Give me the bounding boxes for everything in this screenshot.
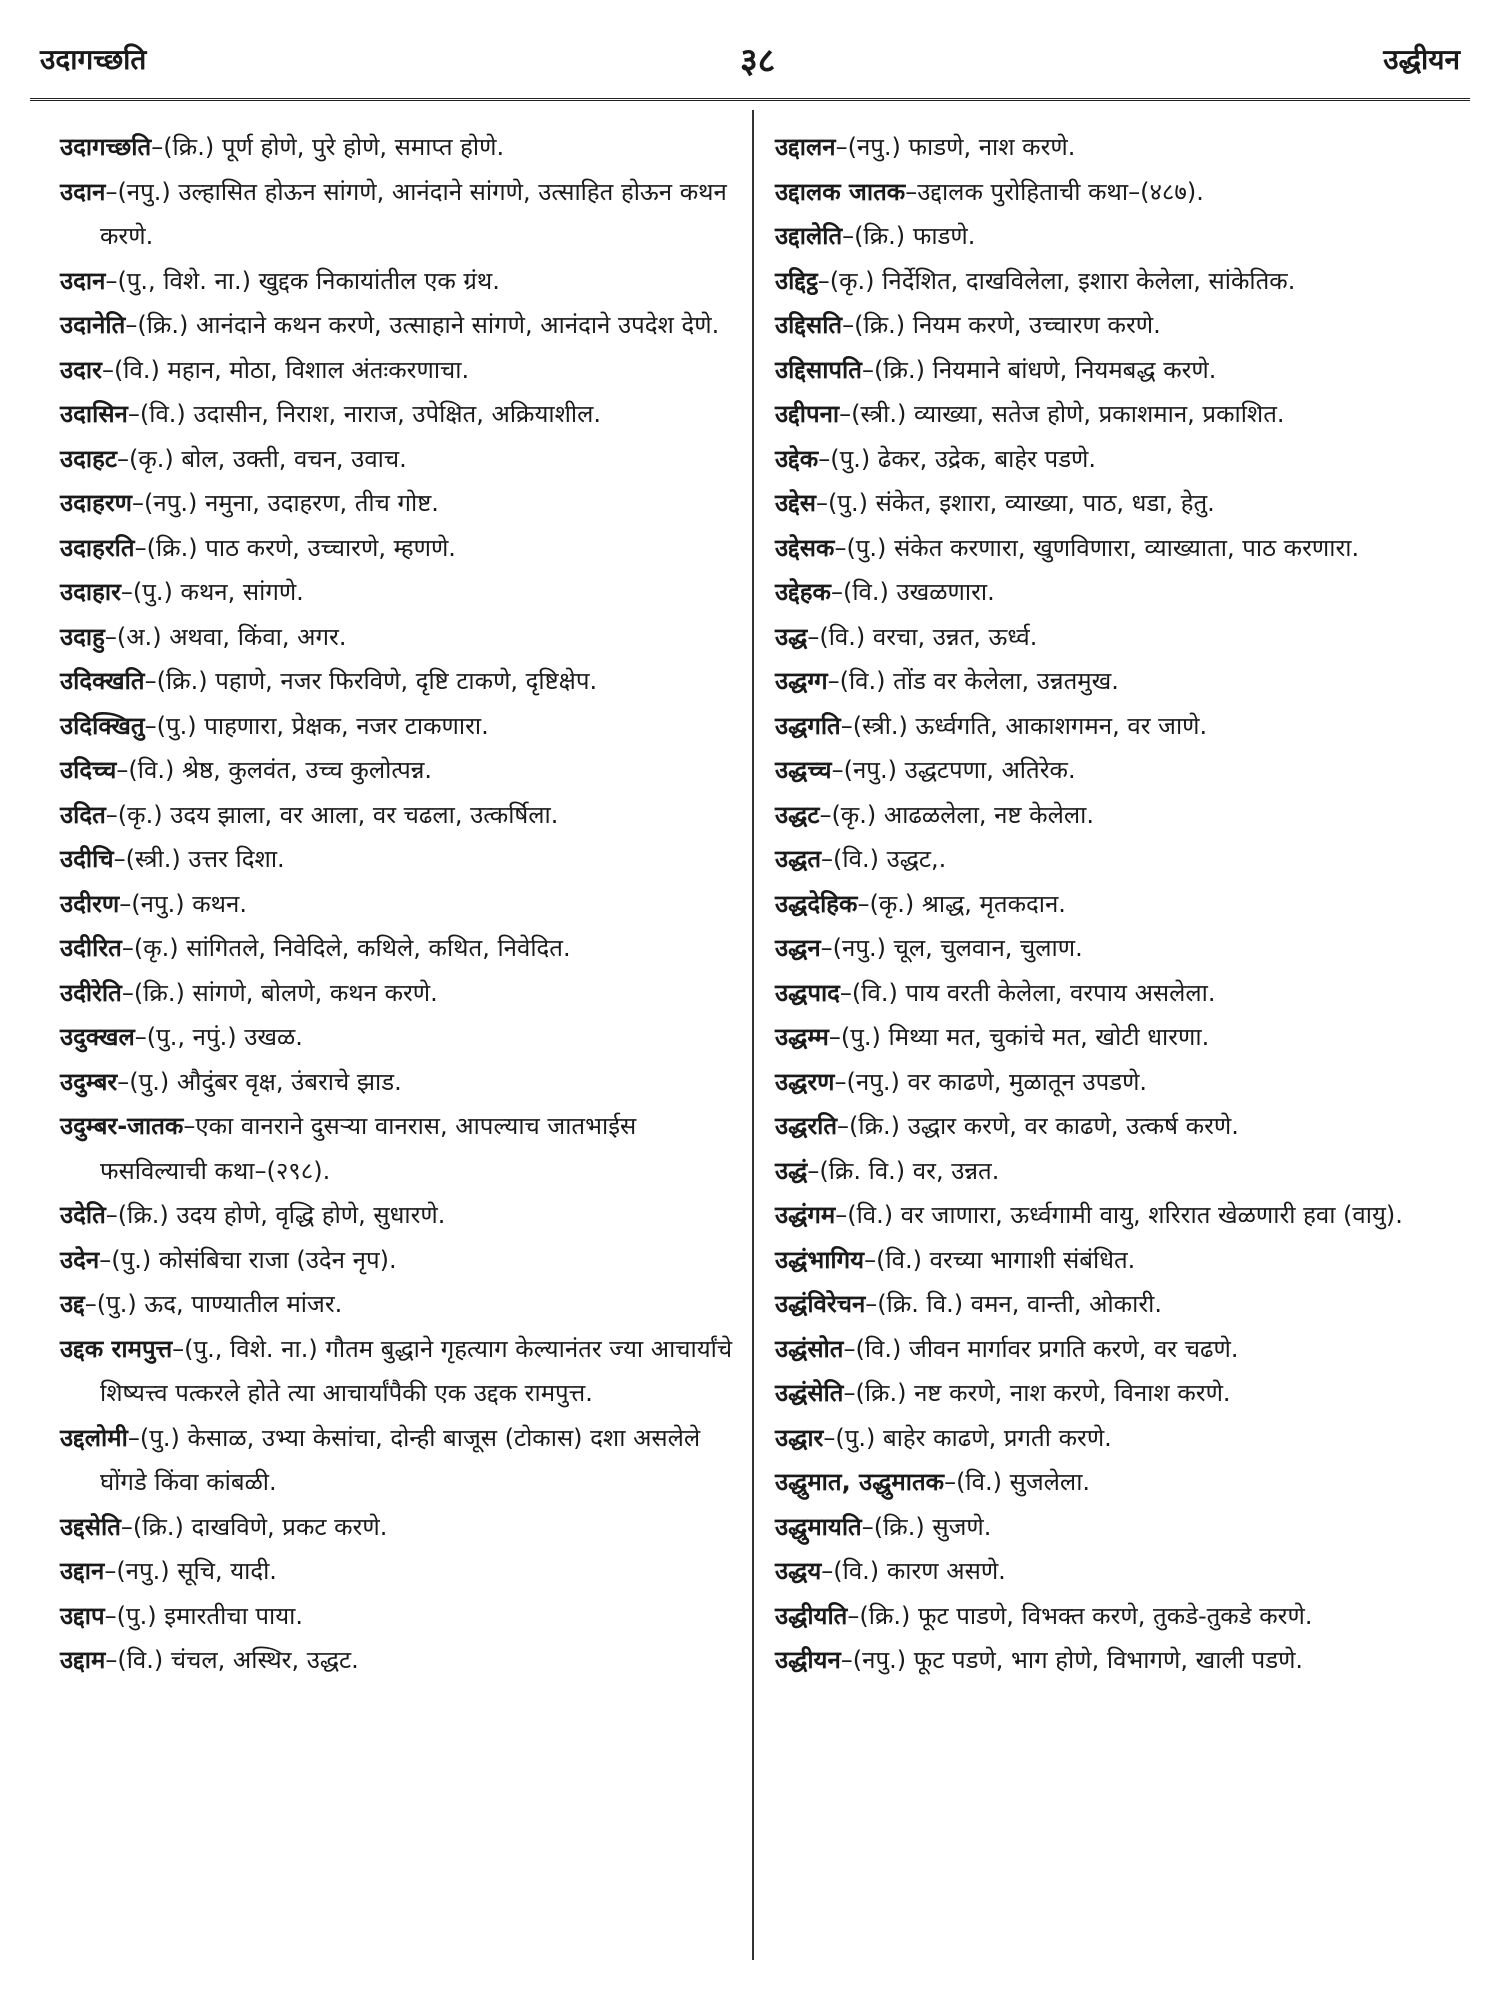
definition: सांगितले, निवेदिले, कथिले, कथित, निवेदित.: [186, 934, 571, 962]
headword: उद्धगति: [775, 711, 841, 740]
dictionary-entry: उद्धीयन–(नपु.) फूट पडणे, भाग होणे, विभागणे, खाली पडणे.: [775, 1646, 1304, 1674]
definition: सुजणे.: [932, 1512, 992, 1541]
definition: महान, मोठा, विशाल अंतःकरणाचा.: [167, 355, 470, 384]
headword: उदासिन: [60, 400, 128, 428]
definition: कोसंबिचा राजा (उदेन नृप).: [158, 1245, 397, 1274]
dictionary-entry: उदेन–(पु.) कोसंबिचा राजा (उदेन नृप).: [60, 1245, 397, 1274]
headword: उद्ध: [775, 622, 808, 651]
column-divider: [752, 110, 754, 1960]
dictionary-entry: उदाहट–(कृ.) बोल, उक्ती, वचन, उवाच.: [60, 444, 407, 473]
headword: उद्धंगम: [775, 1201, 836, 1229]
definition: चंचल, अस्थिर, उद्धट.: [170, 1646, 359, 1674]
part-of-speech: (कृ.): [117, 800, 163, 829]
dictionary-entry: उदेति–(क्रि.) उदय होणे, वृद्धि होणे, सुधारणे.: [60, 1201, 446, 1229]
definition: चूल, चुलवान, चुलाण.: [893, 934, 1083, 962]
dictionary-entry: उद्दाम–(वि.) चंचल, अस्थिर, उद्धट.: [60, 1646, 359, 1674]
dictionary-entry: उद्धरण–(नपु.) वर काढणे, मुळातून उपडणे.: [775, 1067, 1148, 1096]
headword: उदीरित: [60, 934, 122, 962]
definition: उदय होणे, वृद्धि होणे, सुधारणे.: [176, 1201, 446, 1229]
definition: फाडणे.: [912, 222, 976, 250]
part-of-speech: (क्रि.): [873, 1512, 925, 1541]
headword: उद्दलोमी: [60, 1423, 128, 1452]
headword: उद्धरति: [775, 1112, 838, 1140]
headword: उद्धय: [775, 1557, 822, 1585]
part-of-speech: (वि.): [842, 578, 889, 606]
headword: उदिक्खति: [60, 667, 145, 695]
part-of-speech: (स्त्री.): [852, 711, 908, 740]
definition: अथवा, किंवा, अगर.: [169, 622, 347, 651]
part-of-speech: (पु.): [835, 1423, 876, 1452]
definition: उद्धटपणा, अतिरेक.: [904, 756, 1076, 784]
dictionary-entry: उद्देक–(पु.) ढेकर, उद्रेक, बाहेर पडणे.: [775, 444, 1097, 473]
part-of-speech: (क्रि.): [855, 1379, 907, 1407]
part-of-speech: (वि.): [956, 1468, 1002, 1496]
definition: उखळणारा.: [896, 578, 995, 606]
dictionary-entry: उद्धंसेति–(क्रि.) नष्ट करणे, नाश करणे, विनाश करणे.: [775, 1379, 1231, 1407]
definition: ऊर्ध्वगति, आकाशगमन, वर जाणे.: [915, 711, 1208, 740]
definition: केसाळ, उभ्या केसांचा, दोन्ही बाजूस (टोकास) दशा असलेले घोंगडे किंवा कांबळी.: [100, 1423, 701, 1496]
part-of-speech: (पु.): [828, 489, 868, 517]
part-of-speech: (पु., नपुं.): [146, 1023, 237, 1051]
definition: सुजलेला.: [1009, 1468, 1091, 1496]
dictionary-entry: उद्धगति–(स्त्री.) ऊर्ध्वगति, आकाशगमन, वर जाणे.: [775, 711, 1208, 740]
dictionary-entry: उद्दालक जातक–उद्दालक पुरोहिताची कथा–(४८७).: [775, 177, 1204, 206]
part-of-speech: (कृ.): [829, 266, 875, 295]
dictionary-entry: उद्दिट्ठ–(कृ.) निर्देशित, दाखविलेला, इशारा केलेला, सांकेतिक.: [775, 266, 1296, 295]
headword: उद्दालेति: [775, 222, 843, 250]
part-of-speech: (नपु.): [144, 489, 198, 517]
definition: वर जाणारा, ऊर्ध्वगामी वायु, शरिरात खेळणारी हवा (वायु).: [900, 1201, 1403, 1229]
headword: उद्दालक जातक: [775, 177, 906, 206]
definition: निर्देशित, दाखविलेला, इशारा केलेला, सांकेतिक.: [882, 266, 1296, 295]
definition: नमुना, उदाहरण, तीच गोष्ट.: [204, 489, 439, 517]
part-of-speech: (कृ.): [831, 800, 877, 829]
dictionary-entry: उदीचि–(स्त्री.) उत्तर दिशा.: [60, 845, 285, 873]
dictionary-entry: उद्धय–(वि.) कारण असणे.: [775, 1557, 1006, 1585]
definition: ऊद, पाण्यातील मांजर.: [144, 1290, 343, 1318]
headword: उदागच्छति: [60, 133, 152, 161]
part-of-speech: (पु.): [111, 1245, 152, 1274]
part-of-speech: (वि.): [139, 400, 186, 428]
headword: उदाहार: [60, 578, 121, 606]
part-of-speech: (नपु.): [116, 1557, 170, 1585]
headword: उद्धट: [775, 800, 820, 829]
dictionary-entry: उद्धदेहिक–(कृ.) श्राद्ध, मृतकदान.: [775, 889, 1066, 918]
part-of-speech: (क्रि.): [117, 1201, 169, 1229]
part-of-speech: (वि.): [876, 1245, 922, 1274]
headword: उदानेति: [60, 311, 126, 339]
dictionary-entry: उद्धत–(वि.) उद्धट,.: [775, 845, 947, 873]
headword: उद्धदेहिक: [775, 889, 858, 918]
headword: उद्धार: [775, 1423, 824, 1452]
headword: उद्धपाद: [775, 978, 840, 1007]
definition: वरच्या भागाशी संबंधित.: [929, 1245, 1136, 1274]
headword: उदीरेति: [60, 978, 122, 1007]
dictionary-entry: उदीरेति–(क्रि.) सांगणे, बोलणे, कथन करणे.: [60, 978, 438, 1007]
headword: उदुक्खल: [60, 1023, 135, 1051]
definition: आनंदाने कथन करणे, उत्साहाने सांगणे, आनंदाने उपदेश देणे.: [195, 311, 720, 339]
part-of-speech: (नपु.): [847, 133, 901, 161]
definition: कारण असणे.: [886, 1557, 1006, 1585]
dictionary-entry: उद्धच्च–(नपु.) उद्धटपणा, अतिरेक.: [775, 756, 1076, 784]
part-of-speech: (वि.): [113, 355, 160, 384]
definition: ढेकर, उद्रेक, बाहेर पडणे.: [877, 444, 1097, 473]
dictionary-entry: उद्धन–(नपु.) चूल, चुलवान, चुलाण.: [775, 934, 1083, 962]
headword: उदिक्खितु: [60, 711, 145, 740]
dictionary-entry: उदानेति–(क्रि.) आनंदाने कथन करणे, उत्साहाने सांगणे, आनंदाने उपदेश देणे.: [60, 311, 720, 339]
definition: औदुंबर वृक्ष, उंबराचे झाड.: [176, 1067, 402, 1096]
part-of-speech: (अ.): [116, 622, 162, 651]
dictionary-entry: उदुम्बर–(पु.) औदुंबर वृक्ष, उंबराचे झाड.: [60, 1067, 402, 1096]
dictionary-entry: उद्धं–(क्रि. वि.) वर, उन्नत.: [775, 1156, 1000, 1185]
headword: उदेति: [60, 1201, 106, 1229]
part-of-speech: (वि.): [839, 667, 886, 695]
definition: वर काढणे, मुळातून उपडणे.: [907, 1067, 1148, 1096]
part-of-speech: (क्रि.): [156, 667, 208, 695]
part-of-speech: (पु.): [830, 444, 871, 473]
definition: पूर्ण होणे, पुरे होणे, समाप्त होणे.: [221, 133, 505, 161]
left-column: [60, 125, 750, 1683]
dictionary-entry: उदार–(वि.) महान, मोठा, विशाल अंतःकरणाचा.: [60, 355, 470, 384]
definition: बोल, उक्ती, वचन, उवाच.: [181, 444, 407, 473]
definition: फूट पाडणे, विभक्त करणे, तुकडे-तुकडे करणे.: [918, 1601, 1313, 1630]
definition: पाय वरती केलेला, वरपाय असलेला.: [905, 978, 1216, 1007]
part-of-speech: (नपु.): [852, 1646, 907, 1674]
headword: उद्दिट्ठ: [775, 266, 818, 295]
dictionary-entry: उद्द–(पु.) ऊद, पाण्यातील मांजर.: [60, 1290, 343, 1318]
definition: फूट पडणे, भाग होणे, विभागणे, खाली पडणे.: [913, 1646, 1304, 1674]
definition: एका वानराने दुसऱ्या वानरास, आपल्याच जातभाईस फसविल्याची कथा–(२९८).: [100, 1112, 637, 1185]
headword: उद्धीयन: [775, 1646, 841, 1674]
headword: उदिच्च: [60, 756, 117, 784]
definition: पहाणे, नजर फिरविणे, दृष्टि टाकणे, दृष्टिक्षेप.: [215, 667, 598, 695]
part-of-speech: (वि.): [851, 978, 898, 1007]
headword: उदार: [60, 355, 102, 384]
headword: उद्धीयति: [775, 1601, 848, 1630]
dictionary-entry: उद्धार–(पु.) बाहेर काढणे, प्रगती करणे.: [775, 1423, 1112, 1452]
dictionary-entry: उदुक्खल–(पु., नपुं.) उखळ.: [60, 1023, 303, 1051]
part-of-speech: (कृ.): [869, 889, 915, 918]
headword: उद्दाप: [60, 1601, 105, 1630]
headword: उद्दिसति: [775, 311, 843, 339]
page-number: ३८: [740, 41, 776, 81]
definition: उद्धार करणे, वर काढणे, उत्कर्ष करणे.: [907, 1112, 1239, 1140]
dictionary-entry: उद्धीयति–(क्रि.) फूट पाडणे, विभक्त करणे, तुकडे-तुकडे करणे.: [775, 1601, 1313, 1630]
dictionary-entry: उदित–(कृ.) उदय झाला, वर आला, वर चढला, उत्कर्षिला.: [60, 800, 559, 829]
dictionary-entry: उद्धरति–(क्रि.) उद्धार करणे, वर काढणे, उत्कर्ष करणे.: [775, 1112, 1239, 1140]
part-of-speech: (पु.): [840, 1023, 881, 1051]
dictionary-entry: उद्धंसोत–(वि.) जीवन मार्गावर प्रगति करणे, वर चढणे.: [775, 1334, 1239, 1363]
dictionary-entry: उद्धंभागिय–(वि.) वरच्या भागाशी संबंधित.: [775, 1245, 1136, 1274]
part-of-speech: (नपु.): [843, 756, 897, 784]
part-of-speech: (क्रि. वि.): [819, 1156, 906, 1185]
dictionary-entry: उद्ध–(वि.) वरचा, उन्नत, ऊर्ध्व.: [775, 622, 1038, 651]
dictionary-entry: उद्दाप–(पु.) इमारतीचा पाया.: [60, 1601, 304, 1630]
dictionary-entry: उदुम्बर-जातक–एका वानराने दुसऱ्या वानरास, आपल्याच जातभाईस फसविल्याची कथा–(२९८).: [60, 1112, 637, 1185]
part-of-speech: (पु.): [96, 1290, 137, 1318]
part-of-speech: (पु.): [116, 1601, 157, 1630]
definition: श्रेष्ठ, कुलवंत, उच्च कुलोत्पन्न.: [181, 756, 433, 784]
dictionary-entry: उदिच्च–(वि.) श्रेष्ठ, कुलवंत, उच्च कुलोत्पन्न.: [60, 756, 433, 784]
definition: मिथ्या मत, चुकांचे मत, खोटी धारणा.: [888, 1023, 1210, 1051]
headword: उदान: [60, 177, 106, 206]
headword: उद्धं: [775, 1156, 808, 1185]
headword: उदाहरति: [60, 533, 135, 562]
dictionary-entry: उद्धंगम–(वि.) वर जाणारा, ऊर्ध्वगामी वायु, शरिरात खेळणारी हवा (वायु).: [775, 1201, 1403, 1229]
dictionary-entry: उद्धपाद–(वि.) पाय वरती केलेला, वरपाय असलेला.: [775, 978, 1216, 1007]
part-of-speech: (वि.): [833, 845, 879, 873]
part-of-speech: (पु., विशे. ना.): [117, 266, 251, 295]
definition: पाठ करणे, उच्चारणे, म्हणणे.: [205, 533, 456, 562]
headword: उदेन: [60, 1245, 100, 1274]
part-of-speech: (नपु.): [832, 934, 886, 962]
headword: उद्दसेति: [60, 1512, 121, 1541]
dictionary-entry: उदान–(पु., विशे. ना.) खुद्दक निकायांतील एक ग्रंथ.: [60, 266, 500, 295]
dictionary-entry: उद्धुमायति–(क्रि.) सुजणे.: [775, 1512, 992, 1541]
part-of-speech: (वि.): [847, 1201, 894, 1229]
headword: उद्दालन: [775, 133, 836, 161]
dictionary-entry: उदाहु–(अ.) अथवा, किंवा, अगर.: [60, 622, 347, 651]
definition: पाहणारा, प्रेक्षक, नजर टाकणारा.: [204, 711, 489, 740]
dictionary-entry: उदीरित–(कृ.) सांगितले, निवेदिले, कथिले, कथित, निवेदित.: [60, 934, 571, 962]
headword: उद्धंसोत: [775, 1334, 844, 1363]
headword: उद्धंभागिय: [775, 1245, 865, 1274]
part-of-speech: (क्रि.): [133, 978, 185, 1007]
part-of-speech: (पु.): [129, 1067, 170, 1096]
part-of-speech: (पु.): [132, 578, 173, 606]
part-of-speech: (क्रि.): [873, 355, 925, 384]
headword: उद्द: [60, 1290, 85, 1318]
definition: गौतम बुद्धाने गृहत्याग केल्यानंतर ज्या आचार्यांचे शिष्यत्त्व पत्करले होते त्या आचार्यांपैकी एक उद्दक रामपुत्त.: [100, 1334, 733, 1407]
headword: उद्दिसापति: [775, 355, 862, 384]
dictionary-entry: उदिक्खितु–(पु.) पाहणारा, प्रेक्षक, नजर टाकणारा.: [60, 711, 489, 740]
definition: बाहेर काढणे, प्रगती करणे.: [883, 1423, 1112, 1452]
dictionary-entry: उद्दलोमी–(पु.) केसाळ, उभ्या केसांचा, दोन्ही बाजूस (टोकास) दशा असलेले घोंगडे किंवा कांबळी.: [60, 1423, 701, 1496]
definition: वमन, वान्ती, ओकारी.: [970, 1290, 1162, 1318]
dictionary-entry: उदागच्छति–(क्रि.) पूर्ण होणे, पुरे होणे, समाप्त होणे.: [60, 133, 505, 161]
definition: उत्तर दिशा.: [188, 845, 285, 873]
dictionary-entry: उदाहार–(पु.) कथन, सांगणे.: [60, 578, 304, 606]
definition: उदय झाला, वर आला, वर चढला, उत्कर्षिला.: [170, 800, 559, 829]
part-of-speech: (क्रि.): [854, 311, 906, 339]
dictionary-entry: उद्धट–(कृ.) आढळलेला, नष्ट केलेला.: [775, 800, 1094, 829]
headword: उद्धन: [775, 934, 821, 962]
part-of-speech: (वि.): [128, 756, 175, 784]
headword: उद्धग्ग: [775, 667, 828, 695]
headword: उद्धरण: [775, 1067, 835, 1096]
definition: उद्धट,.: [886, 845, 947, 873]
definition: उद्दालक पुरोहिताची कथा–(४८७).: [917, 177, 1204, 206]
dictionary-entry: उद्दसेति–(क्रि.) दाखविणे, प्रकट करणे.: [60, 1512, 388, 1541]
dictionary-entry: उद्दिसापति–(क्रि.) नियमाने बांधणे, नियमबद्ध करणे.: [775, 355, 1217, 384]
headword: उदीचि: [60, 845, 114, 873]
part-of-speech: (वि.): [117, 1646, 164, 1674]
part-of-speech: (स्त्री.): [125, 845, 181, 873]
dictionary-entry: उद्दालन–(नपु.) फाडणे, नाश करणे.: [775, 133, 1076, 161]
headword: उद्धच्च: [775, 756, 832, 784]
left-guide-word: उदागच्छति: [40, 43, 147, 76]
dictionary-entry: उदान–(नपु.) उल्हासित होऊन सांगणे, आनंदाने सांगणे, उत्साहित होऊन कथन करणे.: [60, 177, 727, 250]
headword: उद्धुमायति: [775, 1512, 862, 1541]
headword: उद्धम्म: [775, 1023, 829, 1051]
definition: जीवन मार्गावर प्रगति करणे, वर चढणे.: [909, 1334, 1239, 1363]
definition: वरचा, उन्नत, ऊर्ध्व.: [872, 622, 1038, 651]
definition: उल्हासित होऊन सांगणे, आनंदाने सांगणे, उत्साहित होऊन कथन करणे.: [100, 177, 727, 250]
part-of-speech: (पु.): [156, 711, 197, 740]
headword: उदुम्बर: [60, 1067, 118, 1096]
part-of-speech: (क्रि.): [163, 133, 215, 161]
definition: उखळ.: [244, 1023, 303, 1051]
part-of-speech: (पु.): [139, 1423, 180, 1452]
right-guide-word: उद्धीयन: [1383, 43, 1460, 76]
dictionary-entry: उद्धंविरेचन–(क्रि. वि.) वमन, वान्ती, ओकारी.: [775, 1290, 1162, 1318]
headword: उद्धंविरेचन: [775, 1290, 866, 1318]
dictionary-entry: उद्धग्ग–(वि.) तोंड वर केलेला, उन्नतमुख.: [775, 667, 1119, 695]
headword: उद्देक: [775, 444, 819, 473]
headword: उदुम्बर-जातक: [60, 1112, 184, 1140]
definition: संकेत करणारा, खुणविणारा, व्याख्याता, पाठ करणारा.: [894, 533, 1360, 562]
dictionary-entry: उदासिन–(वि.) उदासीन, निराश, नाराज, उपेक्षित, अक्रियाशील.: [60, 400, 602, 428]
dictionary-entry: उद्देसक–(पु.) संकेत करणारा, खुणविणारा, व्याख्याता, पाठ करणारा.: [775, 533, 1360, 562]
definition: खुद्दक निकायांतील एक ग्रंथ.: [258, 266, 500, 295]
dictionary-entry: उद्धुमात, उद्धुमातक–(वि.) सुजलेला.: [775, 1468, 1091, 1496]
definition: व्याख्या, सतेज होणे, प्रकाशमान, प्रकाशित.: [913, 400, 1285, 428]
definition: सूचि, यादी.: [177, 1557, 277, 1585]
headword: उद्दाम: [60, 1646, 106, 1674]
part-of-speech: (क्रि.): [854, 222, 906, 250]
headword: उद्दक रामपुत्त: [60, 1334, 173, 1363]
definition: दाखविणे, प्रकट करणे.: [191, 1512, 388, 1541]
header-rule: [30, 98, 1470, 101]
part-of-speech: (नपु.): [131, 889, 185, 918]
running-head: [40, 40, 1460, 90]
part-of-speech: (क्रि.): [146, 533, 198, 562]
dictionary-entry: उद्दिसति–(क्रि.) नियम करणे, उच्चारण करणे.: [775, 311, 1161, 339]
definition: नष्ट करणे, नाश करणे, विनाश करणे.: [914, 1379, 1231, 1407]
definition: तोंड वर केलेला, उन्नतमुख.: [893, 667, 1119, 695]
dictionary-entry: उद्दीपना–(स्त्री.) व्याख्या, सतेज होणे, प्रकाशमान, प्रकाशित.: [775, 400, 1285, 428]
part-of-speech: (नपु.): [117, 177, 171, 206]
headword: उद्देस: [775, 489, 816, 517]
headword: उद्देहक: [775, 578, 831, 606]
part-of-speech: (नपु.): [846, 1067, 900, 1096]
right-column: [775, 125, 1465, 1683]
headword: उद्धुमात, उद्धुमातक: [775, 1468, 945, 1496]
dictionary-entry: उदिक्खति–(क्रि.) पहाणे, नजर फिरविणे, दृष्टि टाकणे, दृष्टिक्षेप.: [60, 667, 598, 695]
definition: कथन.: [192, 889, 247, 918]
headword: उदान: [60, 266, 106, 295]
definition: वर, उन्नत.: [912, 1156, 1000, 1185]
headword: उदित: [60, 800, 106, 829]
dictionary-entry: उदाहरति–(क्रि.) पाठ करणे, उच्चारणे, म्हणणे.: [60, 533, 456, 562]
part-of-speech: (क्रि.): [859, 1601, 911, 1630]
headword: उद्धत: [775, 845, 822, 873]
dictionary-entry: उद्दालेति–(क्रि.) फाडणे.: [775, 222, 976, 250]
part-of-speech: (क्रि.): [849, 1112, 901, 1140]
dictionary-entry: उद्दक रामपुत्त–(पु., विशे. ना.) गौतम बुद्धाने गृहत्याग केल्यानंतर ज्या आचार्यांचे शिष्यत्त्व पत्करले होते त्या आचार्यांपैकी एक उद्दक रामपुत्त.: [60, 1334, 733, 1407]
part-of-speech: (कृ.): [128, 444, 174, 473]
headword: उद्दान: [60, 1557, 105, 1585]
part-of-speech: (क्रि.): [137, 311, 189, 339]
definition: नियमाने बांधणे, नियमबद्ध करणे.: [932, 355, 1217, 384]
part-of-speech: (वि.): [819, 622, 866, 651]
definition: नियम करणे, उच्चारण करणे.: [912, 311, 1161, 339]
headword: उद्देसक: [775, 533, 835, 562]
part-of-speech: (क्रि. वि.): [877, 1290, 964, 1318]
dictionary-entry: उदाहरण–(नपु.) नमुना, उदाहरण, तीच गोष्ट.: [60, 489, 439, 517]
headword: उदीरण: [60, 889, 120, 918]
headword: उद्दीपना: [775, 400, 840, 428]
definition: इमारतीचा पाया.: [164, 1601, 304, 1630]
headword: उदाहु: [60, 622, 105, 651]
dictionary-entry: उद्देहक–(वि.) उखळणारा.: [775, 578, 995, 606]
headword: उदाहट: [60, 444, 117, 473]
dictionary-entry: उद्देस–(पु.) संकेत, इशारा, व्याख्या, पाठ, धडा, हेतु.: [775, 489, 1215, 517]
part-of-speech: (क्रि.): [132, 1512, 184, 1541]
definition: उदासीन, निराश, नाराज, उपेक्षित, अक्रियाशील.: [193, 400, 602, 428]
part-of-speech: (पु.): [846, 533, 887, 562]
part-of-speech: (वि.): [833, 1557, 880, 1585]
definition: सांगणे, बोलणे, कथन करणे.: [192, 978, 438, 1007]
part-of-speech: (स्त्री.): [851, 400, 907, 428]
headword: उद्धंसेति: [775, 1379, 844, 1407]
definition: कथन, सांगणे.: [180, 578, 304, 606]
dictionary-entry: उद्धम्म–(पु.) मिथ्या मत, चुकांचे मत, खोटी धारणा.: [775, 1023, 1210, 1051]
definition: आढळलेला, नष्ट केलेला.: [883, 800, 1094, 829]
dictionary-entry: उद्दान–(नपु.) सूचि, यादी.: [60, 1557, 277, 1585]
part-of-speech: (पु., विशे. ना.): [184, 1334, 318, 1363]
definition: संकेत, इशारा, व्याख्या, पाठ, धडा, हेतु.: [875, 489, 1215, 517]
dictionary-entry: उदीरण–(नपु.) कथन.: [60, 889, 247, 918]
part-of-speech: (वि.): [855, 1334, 902, 1363]
part-of-speech: (कृ.): [133, 934, 179, 962]
definition: फाडणे, नाश करणे.: [908, 133, 1076, 161]
definition: श्राद्ध, मृतकदान.: [921, 889, 1066, 918]
headword: उदाहरण: [60, 489, 133, 517]
